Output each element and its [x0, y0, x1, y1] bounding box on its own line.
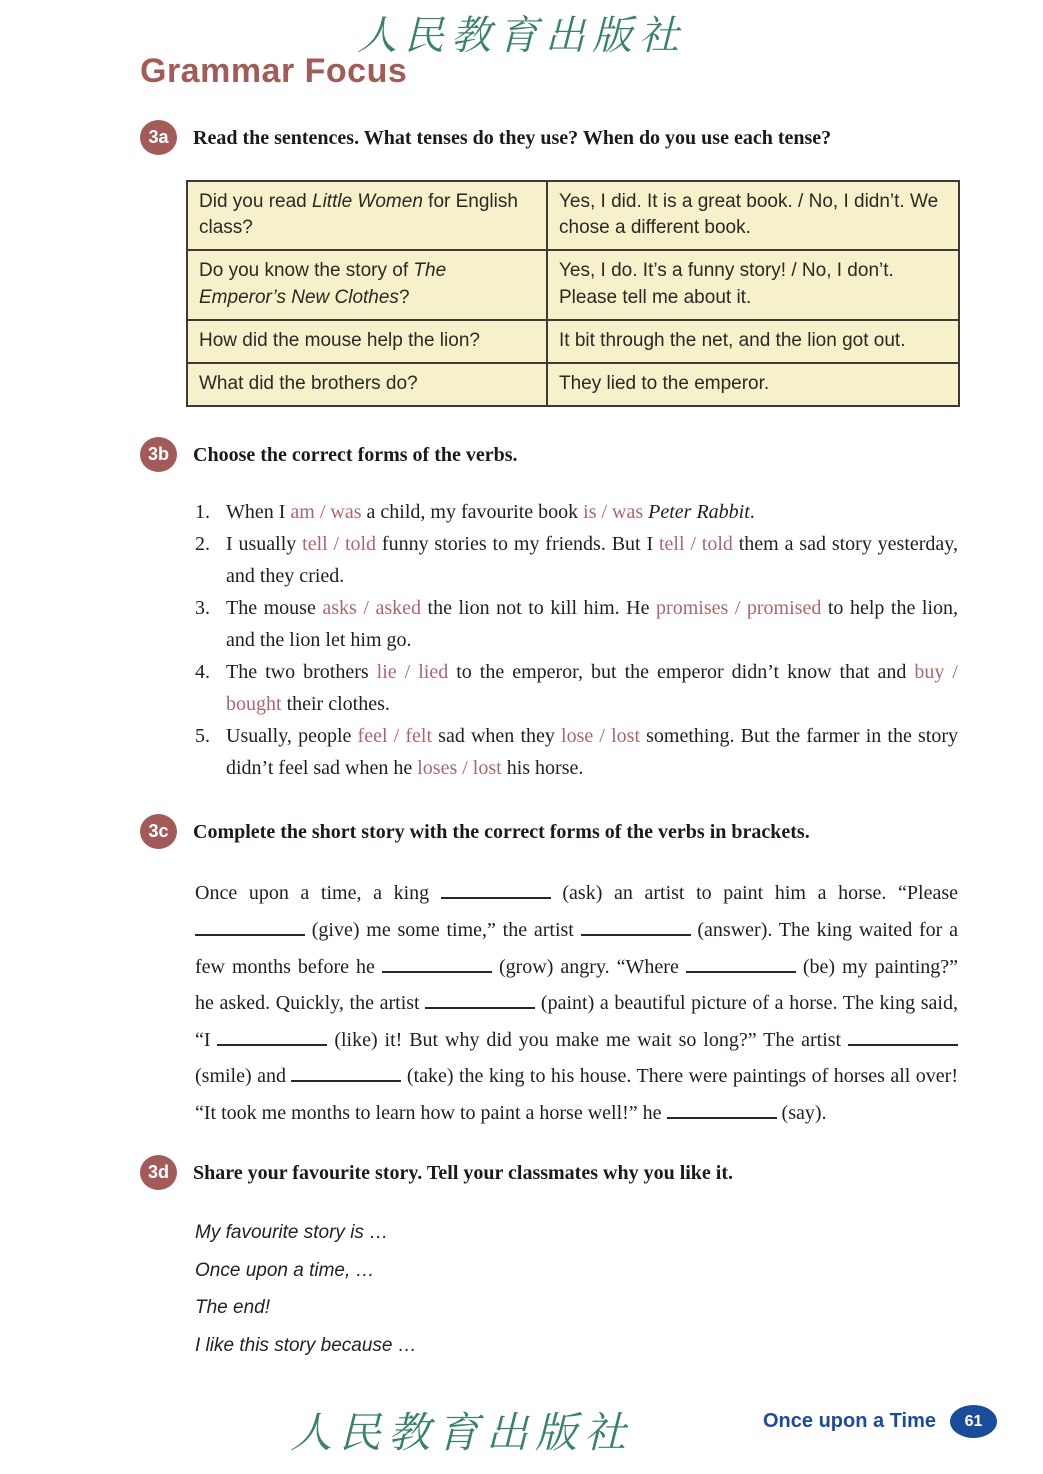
footer-page-number-badge: 61 — [950, 1405, 997, 1438]
text-segment: Once upon a time, a king — [195, 882, 441, 905]
fill-in-blank — [195, 934, 305, 936]
fill-in-blank — [686, 971, 796, 973]
section-3b-header — [140, 437, 958, 472]
tense-examples-table — [186, 180, 960, 407]
list-item-number: 4. — [195, 661, 210, 684]
italic-title: Peter Rabbit — [648, 501, 750, 524]
section-3d-badge: 3d — [140, 1155, 177, 1190]
text-segment: a child, my favourite book — [361, 501, 584, 524]
publisher-watermark-top: 人民教育出版社 — [357, 13, 686, 59]
section-3c-header — [140, 814, 958, 849]
text-segment: Do you know the story of — [199, 260, 414, 282]
list-item — [195, 720, 958, 784]
fill-in-blank — [581, 934, 691, 936]
publisher-watermark-bottom: 人民教育出版社 — [289, 1408, 633, 1457]
italic-title: Little Women — [312, 191, 423, 212]
text-segment: (like) it! But why did you make me wait so long?” The artist — [327, 1028, 848, 1051]
verb-choice: am / was — [290, 501, 362, 524]
list-item-number: 3. — [195, 597, 210, 620]
text-segment: The two brothers — [226, 661, 377, 684]
question-cell — [187, 250, 547, 319]
verb-choice: is / was — [583, 501, 644, 524]
text-segment: (be) my painting?” he asked. Quickly, the artist — [195, 955, 959, 1015]
fill-in-blank — [425, 1007, 535, 1009]
list-item-text — [226, 592, 958, 656]
text-segment: (grow) angry. “Where — [491, 955, 686, 978]
text-segment: the lion not to kill him. He — [421, 597, 657, 620]
list-item-number: 2. — [195, 533, 210, 556]
text-segment: funny stories to my friends. But I — [376, 533, 659, 556]
list-item-number: 5. — [195, 725, 210, 748]
fill-in-blank — [667, 1117, 777, 1119]
answer-cell: Yes, I do. It’s a funny story! / No, I don’t. Please tell me about it. — [547, 250, 959, 319]
text-segment: sad when they — [432, 725, 562, 748]
verb-choice: asks / asked — [322, 597, 421, 620]
list-item-text — [226, 496, 958, 528]
text-segment: ? — [398, 286, 410, 308]
table-row — [187, 363, 959, 406]
verb-choice: lose / lost — [561, 725, 640, 748]
text-segment: How did the mouse help the lion? — [199, 329, 480, 351]
text-segment: to the emperor, but the emperor didn’t know that and — [448, 661, 915, 684]
question-cell — [187, 363, 547, 406]
text-segment: (answer). The king waited for a few months before he — [195, 918, 958, 978]
prompt-line: My favourite story is … — [195, 1222, 389, 1244]
verb-choice: lie / lied — [376, 661, 449, 684]
verb-choice-exercise-list — [195, 496, 958, 784]
list-item — [195, 496, 958, 528]
text-segment: Did you read — [199, 191, 313, 212]
prompt-line: The end! — [195, 1297, 270, 1319]
question-cell — [187, 181, 547, 250]
text-segment: . — [749, 501, 755, 524]
text-segment: I usually — [226, 533, 303, 556]
page-content — [0, 120, 1043, 1364]
list-item — [195, 656, 958, 720]
fill-in-blank — [217, 1044, 327, 1046]
table-row — [187, 250, 959, 319]
fill-in-story — [195, 875, 958, 1131]
list-item — [195, 528, 958, 592]
text-segment: (ask) an artist to paint him a horse. “Please — [550, 882, 958, 905]
verb-choice: feel / felt — [357, 725, 433, 748]
prompt-line: Once upon a time, … — [195, 1259, 375, 1281]
footer — [763, 1405, 997, 1438]
fill-in-blank — [441, 897, 551, 899]
verb-choice: tell / told — [302, 533, 377, 556]
text-segment: something. But the farmer in the story didn’t feel sad when he — [226, 725, 958, 780]
text-segment: (smile) and — [195, 1065, 292, 1088]
fill-in-blank — [848, 1044, 958, 1046]
text-segment: them a sad story yesterday, and they cried. — [226, 533, 959, 588]
list-item — [195, 592, 958, 656]
text-segment: Usually, people — [226, 725, 358, 748]
answer-cell: Yes, I did. It is a great book. / No, I didn’t. We chose a different book. — [547, 181, 959, 250]
text-segment: for English class? — [199, 191, 518, 239]
text-segment: (say). — [776, 1101, 827, 1124]
list-item-text — [226, 656, 958, 720]
footer-unit-title: Once upon a Time — [763, 1410, 936, 1432]
section-3d-instruction: Share your favourite story. Tell your classmates why you like it. — [193, 1162, 734, 1185]
text-segment: their clothes. — [281, 693, 390, 716]
text-segment: (paint) a beautiful picture of a horse. The king said, “I — [195, 992, 958, 1051]
table-row — [187, 320, 959, 363]
verb-choice: loses / lost — [417, 757, 502, 780]
story-prompts — [195, 1214, 958, 1364]
list-item-text — [226, 720, 958, 784]
question-cell — [187, 320, 547, 363]
verb-choice: promises / promised — [656, 597, 822, 620]
answer-cell: They lied to the emperor. — [547, 363, 959, 406]
text-segment: What did the brothers do? — [199, 373, 418, 395]
text-segment: (give) me some time,” the artist — [305, 918, 581, 941]
page-title: Grammar Focus — [140, 52, 408, 90]
list-item-text — [226, 528, 958, 592]
section-3a-badge: 3a — [140, 120, 177, 155]
section-3d-header — [140, 1155, 958, 1190]
list-item-number: 1. — [195, 501, 210, 524]
table-row — [187, 181, 959, 250]
italic-title: The Emperor’s New Clothes — [199, 260, 447, 308]
verb-choice: tell / told — [658, 533, 733, 556]
text-segment: (take) the king to his house. There were paintings of horses all over! “It took me months to learn how to paint a horse well!” he — [195, 1065, 958, 1124]
section-3b-instruction: Choose the correct forms of the verbs. — [193, 444, 518, 467]
fill-in-blank — [382, 971, 492, 973]
text-segment: The mouse — [226, 597, 323, 620]
text-segment: his horse. — [501, 757, 584, 780]
section-3b-badge: 3b — [140, 437, 177, 472]
prompt-line: I like this story because … — [195, 1334, 417, 1356]
section-3a-instruction: Read the sentences. What tenses do they use? When do you use each tense? — [193, 127, 832, 149]
section-3a-header — [140, 120, 958, 155]
verb-choice: buy / bought — [226, 661, 958, 716]
text-segment: When I — [226, 501, 291, 524]
fill-in-blank — [291, 1080, 401, 1082]
section-3c-instruction: Complete the short story with the correct forms of the verbs in brackets. — [193, 821, 810, 844]
answer-cell: It bit through the net, and the lion got out. — [547, 320, 959, 363]
section-3c-badge: 3c — [140, 814, 177, 849]
text-segment: to help the lion, and the lion let him go. — [226, 597, 959, 652]
